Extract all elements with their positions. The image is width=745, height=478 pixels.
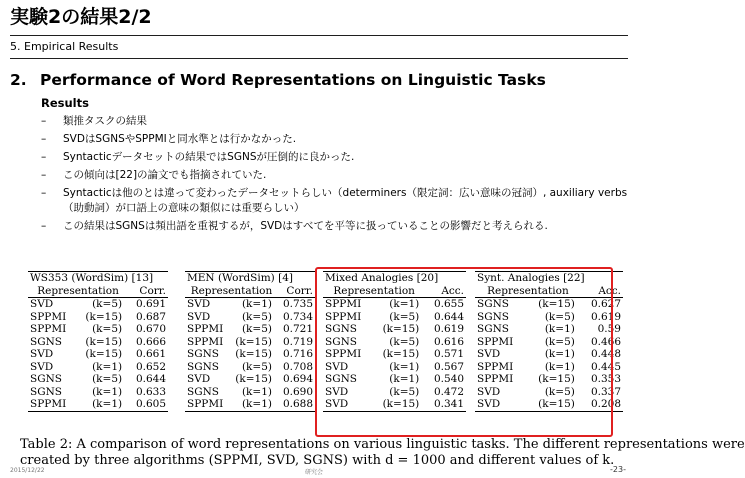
bullet-text: SVDはSGNSやSPPMIと同水準とは行かなかった. <box>63 133 297 145</box>
table-row <box>185 323 315 336</box>
table-row <box>28 373 168 386</box>
bullet-text: この傾向は[22]の論文でも指摘されていた. <box>63 169 267 181</box>
cell-representation: SPPMI <box>187 335 224 348</box>
cell-k-value: (k=5) <box>241 310 272 323</box>
bullet-marker: – <box>41 115 47 127</box>
cell-score: 0.472 <box>433 385 464 398</box>
cell-representation: SPPMI <box>187 323 224 335</box>
bullet-item <box>41 219 631 234</box>
table-row <box>28 323 168 336</box>
cell-score: 0.616 <box>433 335 464 348</box>
cell-k-value: (k=15) <box>371 398 425 411</box>
cell-k-value: (k=15) <box>85 310 123 323</box>
bullet-text: この結果はSGNSは頻出語を重視するが，SVDはすべてを平等に扱っていることの影響だと考えられる. <box>63 220 548 232</box>
table-caption-line-1: Table 2: A comparison of word representations on various linguistic tasks. The different representations were <box>20 437 745 452</box>
cell-representation: SGNS <box>30 373 62 385</box>
cell-score: 0.708 <box>282 360 313 373</box>
cell-score: 0.353 <box>590 373 621 385</box>
table-row <box>185 398 315 411</box>
cell-k-value: (k=5) <box>92 373 123 385</box>
column-header-representation: Representation <box>323 285 425 298</box>
cell-representation: SPPMI <box>325 298 362 310</box>
title-rule <box>10 35 628 36</box>
cell-representation: SVD <box>187 298 211 310</box>
cell-representation: SPPMI <box>477 373 514 385</box>
cell-k-value: (k=1) <box>92 360 123 373</box>
cell-representation: SGNS <box>477 323 509 335</box>
cell-score: 0.719 <box>282 335 313 348</box>
cell-k-value: (k=15) <box>85 335 123 348</box>
cell-k-value: (k=5) <box>241 323 272 335</box>
cell-representation: SVD <box>325 360 349 373</box>
column-header-representation: Representation <box>185 285 278 298</box>
table-row <box>185 311 315 324</box>
cell-k-value: (k=5) <box>389 310 420 323</box>
cell-score: 0.666 <box>135 335 166 348</box>
section-title: Performance of Word Representations on Linguistic Tasks <box>40 71 546 89</box>
cell-k-value: (k=1) <box>229 398 278 411</box>
cell-score: 0.540 <box>433 373 464 385</box>
cell-k-value: (k=15) <box>85 348 123 360</box>
section-number: 2. <box>10 71 27 89</box>
cell-score: 0.661 <box>135 348 166 360</box>
cell-k-value: (k=5) <box>544 335 575 348</box>
cell-score: 0.627 <box>590 298 621 310</box>
cell-representation: SGNS <box>325 335 357 348</box>
cell-k-value: (k=15) <box>538 298 575 310</box>
bullet-text: 類推タスクの結果 <box>63 115 147 127</box>
cell-k-value: (k=1) <box>544 360 575 373</box>
cell-k-value: (k=5) <box>544 310 575 323</box>
cell-representation: SVD <box>325 385 349 398</box>
bullet-marker: – <box>41 220 47 232</box>
cell-k-value: (k=5) <box>389 335 420 348</box>
cell-score: 0.466 <box>590 335 621 348</box>
table-row <box>28 298 168 311</box>
cell-score: 0.644 <box>433 310 464 323</box>
cell-score: 0.688 <box>278 398 315 411</box>
cell-representation: SPPMI <box>325 310 362 323</box>
cell-representation: SPPMI <box>477 360 514 373</box>
cell-representation: SVD <box>477 385 501 398</box>
cell-representation: SVD <box>323 398 371 411</box>
cell-k-value: (k=15) <box>235 348 272 360</box>
cell-score: 0.652 <box>135 360 166 373</box>
cell-k-value: (k=1) <box>544 323 575 335</box>
cell-k-value: (k=15) <box>235 373 272 385</box>
results-heading: Results <box>41 96 89 110</box>
bullet-marker: – <box>41 151 47 163</box>
cell-representation: SGNS <box>325 373 357 385</box>
cell-representation: SGNS <box>187 348 219 360</box>
cell-score: 0.716 <box>282 348 313 360</box>
analogies-highlight-box <box>315 267 613 437</box>
bullet-item <box>41 132 631 147</box>
cell-score: 0.619 <box>433 323 464 335</box>
cell-representation: SGNS <box>477 310 509 323</box>
table-dataset-caption: WS353 (WordSim) [13] <box>28 272 168 285</box>
bullet-marker: – <box>41 133 47 145</box>
cell-score: 0.619 <box>590 310 621 323</box>
footer-date: 2015/12/22 <box>10 467 45 474</box>
results-table <box>185 271 315 412</box>
cell-score: 0.567 <box>433 360 464 373</box>
table-row <box>185 386 315 399</box>
cell-score: 0.691 <box>135 298 166 310</box>
table-row <box>28 348 168 361</box>
cell-representation: SGNS <box>477 298 509 310</box>
cell-representation: SGNS <box>325 323 357 335</box>
bullet-item <box>41 168 631 183</box>
footer-center: 研究会 <box>305 469 324 476</box>
cell-representation: SVD <box>30 298 54 310</box>
column-header-representation: Representation <box>475 285 581 298</box>
table-dataset-caption: MEN (WordSim) [4] <box>185 272 315 285</box>
cell-score: 0.633 <box>135 385 166 398</box>
cell-score: 0.605 <box>128 398 168 411</box>
column-header-score: Acc. <box>425 285 466 298</box>
cell-k-value: (k=15) <box>382 348 420 360</box>
cell-score: 0.690 <box>282 385 313 398</box>
bullet-text: Syntacticは他のとは違って変わったデータセットらしい（determiners（限定詞：広い意味の冠詞）, auxiliary verbs（助動詞）が口語上の意味の類似には重要らしい） <box>63 187 628 214</box>
cell-k-value: (k=15) <box>525 398 581 411</box>
table-caption-line-2: created by three algorithms (SPPMI, SVD, SGNS) with d = 1000 and different values of k. <box>20 453 615 468</box>
cell-representation: SVD <box>30 360 54 373</box>
section-heading <box>10 70 546 90</box>
cell-representation: SVD <box>30 348 54 360</box>
slide-title: 実験2の結果2/2 <box>10 6 152 28</box>
table-row <box>185 361 315 374</box>
subtitle-rule <box>10 58 628 59</box>
bullet-item <box>41 150 631 165</box>
bullet-item <box>41 114 631 129</box>
cell-representation: SPPMI <box>30 310 67 323</box>
cell-k-value: (k=1) <box>544 348 575 360</box>
cell-representation: SVD <box>187 373 211 385</box>
bullet-list <box>41 114 631 237</box>
cell-k-value: (k=15) <box>538 373 575 385</box>
cell-representation: SPPMI <box>325 348 362 360</box>
cell-k-value: (k=1) <box>389 360 420 373</box>
table-row <box>28 361 168 374</box>
cell-k-value: (k=15) <box>382 323 420 335</box>
cell-representation: SPPMI <box>477 335 514 348</box>
table-row <box>28 398 168 411</box>
results-table <box>28 271 168 412</box>
bullet-item <box>41 186 631 216</box>
page-number: -23- <box>610 465 626 474</box>
cell-score: 0.337 <box>590 385 621 398</box>
cell-representation: SPPMI <box>30 323 67 335</box>
table-row <box>185 348 315 361</box>
cell-k-value: (k=5) <box>389 385 420 398</box>
cell-representation: SPPMI <box>185 398 229 411</box>
cell-representation: SVD <box>477 348 501 360</box>
cell-score: 0.341 <box>425 398 466 411</box>
cell-k-value: (k=5) <box>92 298 123 310</box>
cell-score: 0.208 <box>581 398 623 411</box>
cell-score: 0.670 <box>135 323 166 335</box>
cell-score: 0.721 <box>282 323 313 335</box>
cell-score: 0.734 <box>282 310 313 323</box>
cell-k-value: (k=1) <box>389 298 420 310</box>
cell-score: 0.687 <box>135 310 166 323</box>
cell-score: 0.735 <box>282 298 313 310</box>
table-row <box>185 336 315 349</box>
cell-k-value: (k=1) <box>241 298 272 310</box>
cell-representation: SGNS <box>187 385 219 398</box>
table-dataset-caption: Mixed Analogies [20] <box>323 272 466 285</box>
cell-score: 0.448 <box>590 348 621 360</box>
slide-subtitle: 5. Empirical Results <box>10 40 119 53</box>
table-dataset-caption: Synt. Analogies [22] <box>475 272 623 285</box>
cell-score: 0.694 <box>282 373 313 385</box>
bullet-marker: – <box>41 169 47 181</box>
cell-k-value: (k=5) <box>241 360 272 373</box>
cell-representation: SGNS <box>30 385 62 398</box>
cell-representation: SGNS <box>187 360 219 373</box>
cell-representation: SVD <box>475 398 525 411</box>
cell-k-value: (k=5) <box>544 385 575 398</box>
column-header-representation: Representation <box>28 285 128 298</box>
cell-k-value: (k=15) <box>235 335 272 348</box>
cell-representation: SGNS <box>30 335 62 348</box>
cell-score: 0.655 <box>433 298 464 310</box>
table-row <box>185 373 315 386</box>
cell-representation: SVD <box>187 310 211 323</box>
bullet-text: Syntacticデータセットの結果ではSGNSが圧倒的に良かった. <box>63 151 355 163</box>
cell-k-value: (k=5) <box>92 323 123 335</box>
column-header-score: Acc. <box>581 285 623 298</box>
cell-score: 0.59 <box>597 323 621 335</box>
cell-k-value: (k=1) <box>389 373 420 385</box>
table-row <box>28 311 168 324</box>
cell-k-value: (k=1) <box>241 385 272 398</box>
bullet-marker: – <box>41 187 47 199</box>
cell-score: 0.445 <box>590 360 621 373</box>
cell-score: 0.571 <box>433 348 464 360</box>
cell-representation: SPPMI <box>28 398 75 411</box>
column-header-score: Corr. <box>278 285 315 298</box>
table-row <box>28 336 168 349</box>
cell-score: 0.644 <box>135 373 166 385</box>
column-header-score: Corr. <box>128 285 168 298</box>
cell-k-value: (k=1) <box>75 398 128 411</box>
cell-k-value: (k=1) <box>92 385 123 398</box>
table-row <box>28 386 168 399</box>
table-row <box>185 298 315 311</box>
